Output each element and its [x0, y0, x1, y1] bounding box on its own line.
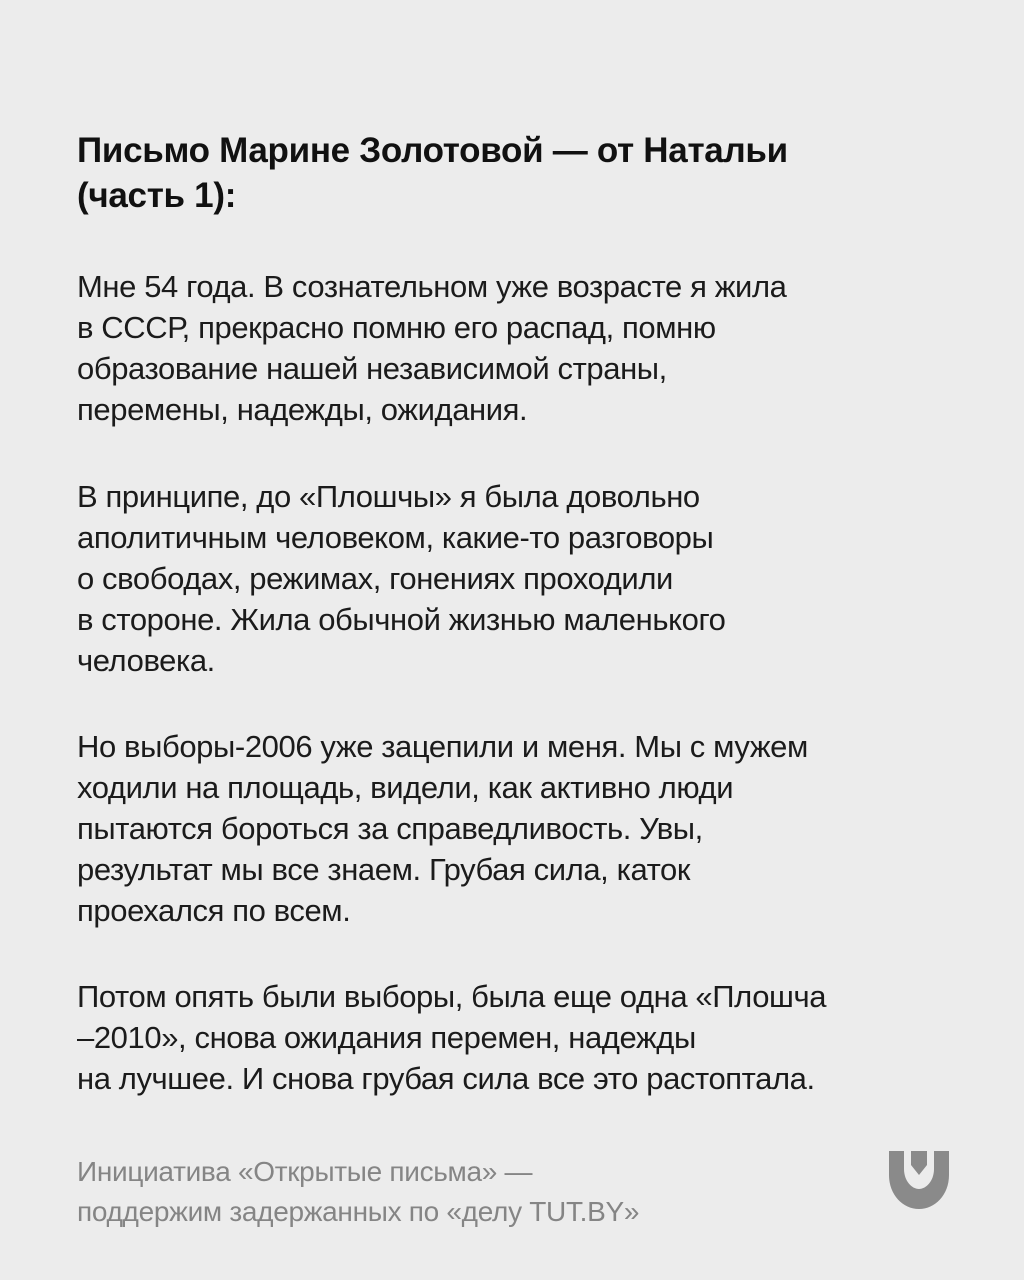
- letter-title: [77, 128, 967, 218]
- logo-shape: [889, 1151, 949, 1209]
- paragraph-3: [77, 726, 808, 931]
- paragraph-4: [77, 976, 826, 1099]
- paragraph-line: Мне 54 года. В сознательном уже возрасте я жила: [77, 269, 787, 304]
- paragraph-line: о свободах, режимах, гонениях проходили: [77, 561, 673, 596]
- tutby-logo-icon: [889, 1151, 949, 1209]
- paragraph-line: образование нашей независимой страны,: [77, 351, 667, 386]
- paragraph-line: в стороне. Жила обычной жизнью маленького: [77, 602, 726, 637]
- paragraph-line: Потом опять были выборы, была еще одна «Плошча: [77, 979, 827, 1014]
- paragraph-line: В принципе, до «Плошчы» я была довольно: [77, 479, 700, 514]
- paragraph-line: Но выборы-2006 уже зацепили и меня. Мы с мужем: [77, 729, 808, 764]
- title-line-2: (часть 1):: [77, 176, 237, 215]
- paragraph-line: проехался по всем.: [77, 893, 351, 928]
- paragraph-line: на лучшее. И снова грубая сила все это растоптала.: [77, 1061, 815, 1096]
- paragraph-line: в СССР, прекрасно помню его распад, помню: [77, 310, 716, 345]
- paragraph-2: [77, 476, 726, 681]
- paragraph-line: –2010», снова ожидания перемен, надежды: [77, 1020, 696, 1055]
- paragraph-line: аполитичным человеком, какие-то разговоры: [77, 520, 714, 555]
- title-line-1: Письмо Марине Золотовой — от Натальи: [77, 131, 788, 170]
- initiative-footer: [77, 1152, 639, 1232]
- footer-line-2: поддержим задержанных по «делу TUT.BY»: [77, 1196, 640, 1227]
- letter-page: [77, 128, 967, 1096]
- paragraph-line: пытаются бороться за справедливость. Увы,: [77, 811, 703, 846]
- paragraph-line: результат мы все знаем. Грубая сила, каток: [77, 852, 691, 887]
- paragraph-1: [77, 266, 786, 430]
- paragraph-line: ходили на площадь, видели, как активно люди: [77, 770, 734, 805]
- paragraph-line: перемены, надежды, ожидания.: [77, 392, 528, 427]
- footer-line-1: Инициатива «Открытые письма» —: [77, 1156, 533, 1187]
- paragraph-line: человека.: [77, 643, 215, 678]
